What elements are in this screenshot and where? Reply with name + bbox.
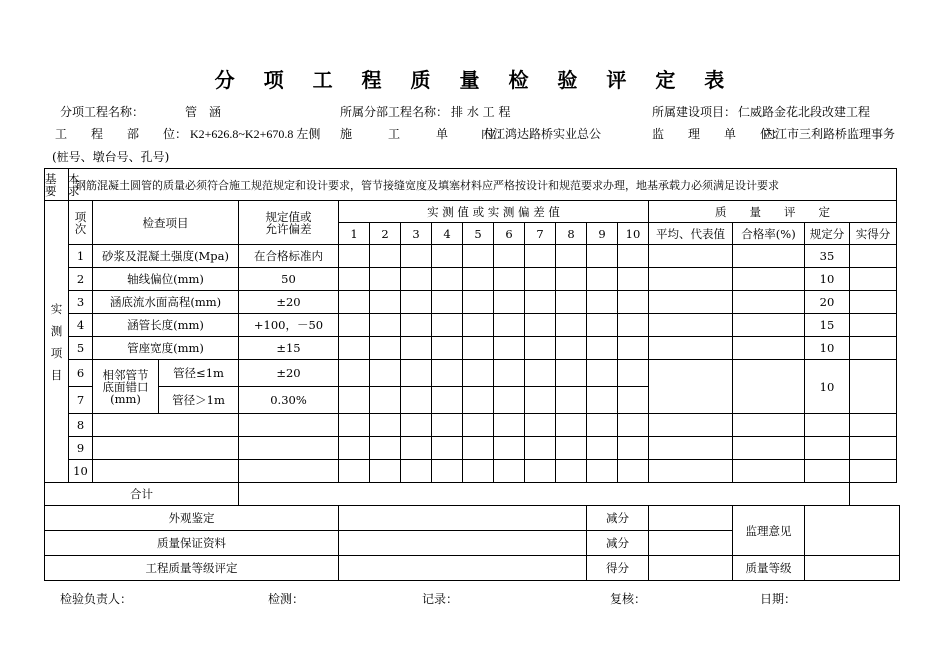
- division-label: 所属分部工程名称：: [340, 105, 449, 119]
- table-row: [45, 314, 900, 337]
- row-no: 3: [69, 291, 93, 314]
- table-row: [45, 291, 900, 314]
- measure-col-2: 2: [370, 223, 401, 245]
- row-item: 管径＞1m: [159, 387, 239, 414]
- table-row: [45, 360, 900, 387]
- row-no: 6: [69, 360, 93, 387]
- appearance-deduct-label: 减分: [587, 506, 649, 531]
- contractor-label: 施 工 单 位：: [340, 127, 509, 141]
- grade-label: 工程质量等级评定: [45, 556, 339, 581]
- row-allowed: ±15: [239, 337, 339, 360]
- table-row: [45, 337, 900, 360]
- row-no: 5: [69, 337, 93, 360]
- row-no: 10: [69, 460, 93, 483]
- measure-col-5: 5: [463, 223, 494, 245]
- location-value: K2+626.8~K2+670.8 左侧: [190, 127, 321, 141]
- row-no: 2: [69, 268, 93, 291]
- supervisor-label: 监 理 单 位：: [652, 127, 785, 141]
- item-no-header: 项 次: [69, 201, 93, 245]
- evaluation-table: [44, 168, 900, 581]
- form-title: 分 项 工 程 质 量 检 验 评 定 表: [214, 68, 736, 92]
- row-allowed: 在合格标准内: [239, 245, 339, 268]
- row-item: 涵管长度(mm): [93, 314, 239, 337]
- project-value: 仁威路金花北段改建工程: [738, 105, 871, 119]
- measure-col-7: 7: [525, 223, 556, 245]
- subproject-label: 分项工程名称：: [60, 105, 145, 119]
- subproject-value: 管 涵: [185, 105, 222, 119]
- row-item: 涵底流水面高程(mm): [93, 291, 239, 314]
- pipe-offset-label: 相邻管节 底面错口 (mm): [93, 360, 159, 414]
- table-row: [45, 268, 900, 291]
- row-allowed: 0.30%: [239, 387, 339, 414]
- date-label: 日期：: [760, 592, 797, 606]
- table-row: [45, 414, 900, 437]
- quality-grade-label: 质量等级: [733, 556, 805, 581]
- measured-values-header: 实 测 值 或 实 测 偏 差 值: [339, 201, 649, 223]
- quality-docs-label: 质量保证资料: [45, 531, 339, 556]
- measure-col-10: 10: [618, 223, 649, 245]
- score-header: 规定分: [805, 223, 850, 245]
- supervisor-value: 内江市三利路桥监理事务: [763, 127, 896, 141]
- recorder-label: 记录：: [422, 592, 459, 606]
- check-item-header: 检查项目: [93, 201, 239, 245]
- row-no: 1: [69, 245, 93, 268]
- row-no: 8: [69, 414, 93, 437]
- row-allowed: 50: [239, 268, 339, 291]
- location-note: (桩号、墩台号、孔号): [52, 150, 170, 164]
- row-item: 砂浆及混凝土强度(Mpa): [93, 245, 239, 268]
- row-no: 9: [69, 437, 93, 460]
- basic-req-text: 钢筋混凝土圆管的质量必须符合施工规范规定和设计要求，管节接缝宽度及填塞材料应严格按设计和规范要求办理，地基承载力必须满足设计要求: [69, 169, 897, 201]
- pass-rate-header: 合格率(%): [733, 223, 805, 245]
- checker-label: 检测：: [268, 592, 305, 606]
- measure-col-1: 1: [339, 223, 370, 245]
- measured-items-label: 实 测 项 目: [45, 201, 69, 483]
- row-item: 轴线偏位(mm): [93, 268, 239, 291]
- row-score: 10: [805, 337, 850, 360]
- basic-req-label: 基 本 要 求: [45, 169, 69, 201]
- table-row: [45, 437, 900, 460]
- row-allowed: +100，－50: [239, 314, 339, 337]
- quality-docs-deduct-label: 减分: [587, 531, 649, 556]
- row-score: 10: [805, 360, 850, 414]
- row-score: 35: [805, 245, 850, 268]
- row-item: 管径≤1m: [159, 360, 239, 387]
- total-row: [45, 483, 900, 506]
- row-score: 15: [805, 314, 850, 337]
- table-row: [45, 245, 900, 268]
- measure-col-3: 3: [401, 223, 432, 245]
- total-label: 合计: [45, 483, 239, 506]
- appearance-row: [45, 506, 900, 531]
- actual-score-header: 实得分: [850, 223, 897, 245]
- score-label: 得分: [587, 556, 649, 581]
- row-score: 20: [805, 291, 850, 314]
- quality-eval-header: 质 量 评 定: [649, 201, 897, 223]
- row-allowed: ±20: [239, 360, 339, 387]
- allowed-header: 规定值或 允许偏差: [239, 201, 339, 245]
- avg-header: 平均、代表值: [649, 223, 733, 245]
- row-no: 7: [69, 387, 93, 414]
- appearance-label: 外观鉴定: [45, 506, 339, 531]
- row-no: 4: [69, 314, 93, 337]
- reviewer-label: 复核：: [610, 592, 647, 606]
- location-label: 工 程 部 位：: [55, 127, 188, 141]
- measure-col-4: 4: [432, 223, 463, 245]
- supervisor-opinion-label: 监理意见: [733, 506, 805, 556]
- row-item: 管座宽度(mm): [93, 337, 239, 360]
- project-label: 所属建设项目：: [652, 105, 737, 119]
- table-row: [45, 460, 900, 483]
- division-value: 排 水 工 程: [451, 105, 511, 119]
- measure-col-9: 9: [587, 223, 618, 245]
- measure-col-8: 8: [556, 223, 587, 245]
- row-score: 10: [805, 268, 850, 291]
- measure-col-6: 6: [494, 223, 525, 245]
- contractor-value: 内江鸿达路桥实业总公: [481, 127, 602, 141]
- row-allowed: ±20: [239, 291, 339, 314]
- grade-row: [45, 556, 900, 581]
- inspector-label: 检验负责人：: [60, 592, 133, 606]
